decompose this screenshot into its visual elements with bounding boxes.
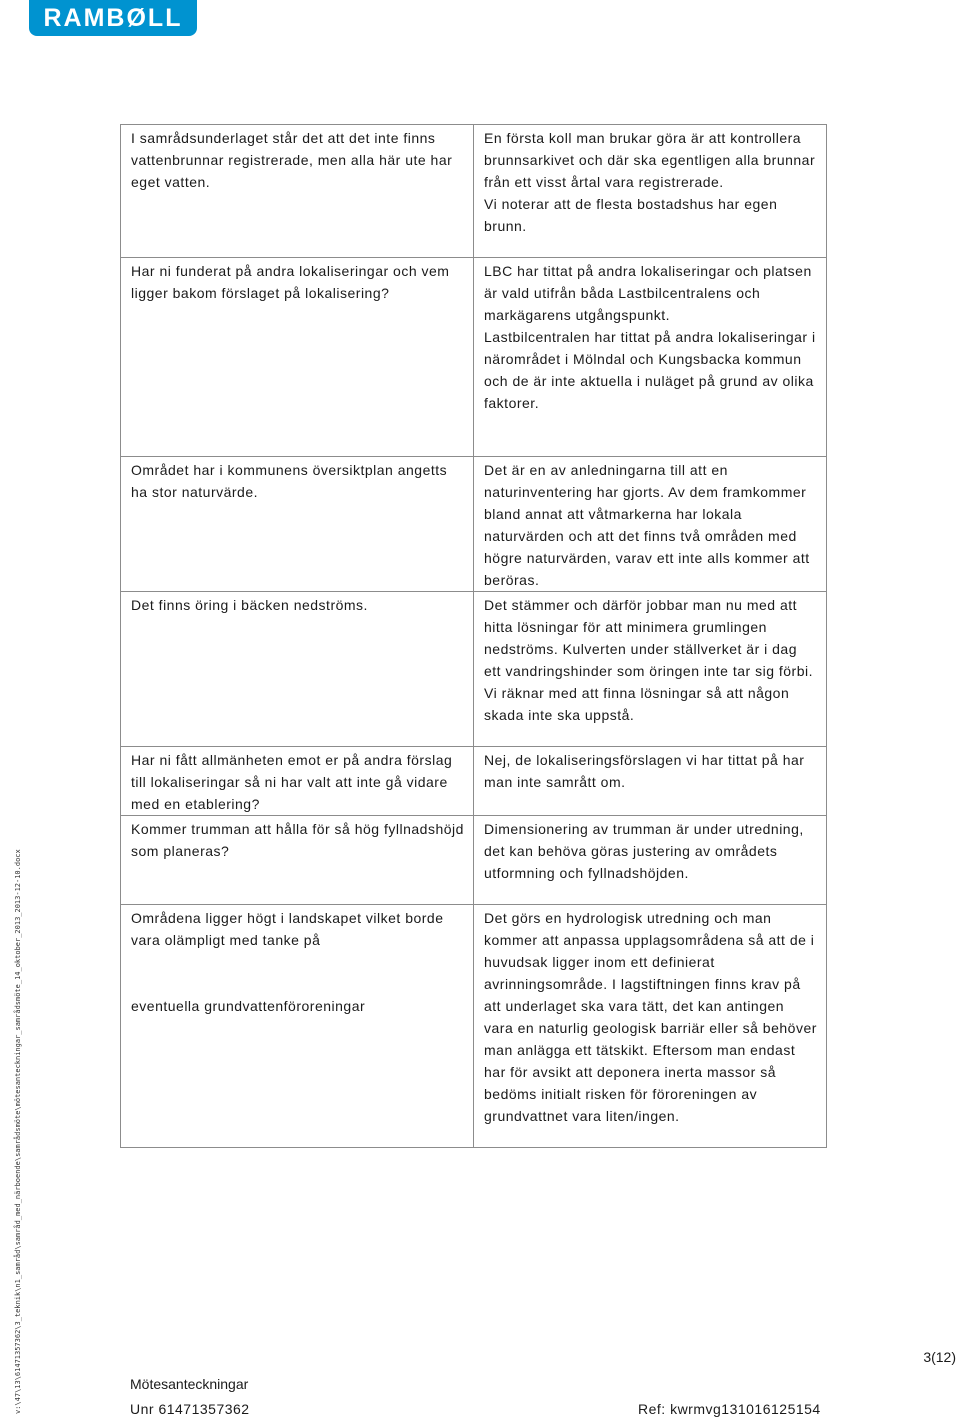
ramboll-logo [29, 0, 197, 36]
table-row [121, 816, 827, 905]
question-cell: Kommer trumman att hålla för så hög fyllnadshöjd som planeras? [121, 816, 474, 905]
question-cell: Har ni fått allmänheten emot er på andra förslag till lokaliseringar så ni har valt att inte gå vidare med en etablering? [121, 747, 474, 816]
answer-cell: Det är en av anledningarna till att en naturinventering har gjorts. Av dem framkommer bland annat att våtmarkerna har lokala naturvärden och att det finns två områden med högre naturvärden, varav ett inte alls kommer att beröras. [474, 457, 827, 592]
logo-text: RAMBØLL [43, 3, 183, 32]
question-cell: Områdena ligger högt i landskapet vilket borde vara olämpligt med tanke på eventuella grundvattenföroreningar [121, 905, 474, 1148]
table-row [121, 125, 827, 258]
qa-table [120, 124, 827, 1148]
question-cell: Det finns öring i bäcken nedströms. [121, 592, 474, 747]
footer-ref: Ref: kwrmvg131016125154 [638, 1401, 821, 1417]
answer-cell: Det görs en hydrologisk utredning och man kommer att anpassa upplagsområdena så att de i huvudsak ligger inom ett definierat avrinningsområde. I lagstiftningen finns krav på att underlaget ska vara tätt, det kan antingen vara en naturlig geologisk barriär eller så behöver man anlägga ett tätskikt. Eftersom man endast har för avsikt att deponera inerta massor så bedöms initialt risken för föroreningen av grundvattnet vara liten/ingen. [474, 905, 827, 1148]
footer-doc-title: Mötesanteckningar [130, 1376, 249, 1392]
document-path: v:\47\13\61471357362\3_teknik\n1_samråd\samråd_med_närboende\samrådsmöte\mötesanteckningar_samrådsmöte_14_oktober_2013_2013-12-10.docx [14, 849, 22, 1414]
question-cell: I samrådsunderlaget står det att det inte finns vattenbrunnar registrerade, men alla här ute har eget vatten. [121, 125, 474, 258]
table-row [121, 747, 827, 816]
footer-unr: Unr 61471357362 [130, 1401, 250, 1417]
answer-cell: Det stämmer och därför jobbar man nu med att hitta lösningar för att minimera grumlingen nedströms. Kulverten under ställverket är i dag ett vandringshinder som öringen inte tar sig förbi. Vi räknar med att finna lösningar så att någon skada inte ska uppstå. [474, 592, 827, 747]
table-row [121, 258, 827, 457]
answer-cell: Nej, de lokaliseringsförslagen vi har tittat på har man inte samrått om. [474, 747, 827, 816]
page-number: 3(12) [923, 1349, 956, 1365]
question-cell: Området har i kommunens översiktplan angetts ha stor naturvärde. [121, 457, 474, 592]
table-row [121, 457, 827, 592]
answer-cell: LBC har tittat på andra lokaliseringar och platsen är vald utifrån båda Lastbilcentralens och markägarens utgångspunkt. Lastbilcentralen har tittat på andra lokaliseringar i närområdet i Mölndal och Kungsbacka kommun och de är inte aktuella i nuläget på grund av olika faktorer. [474, 258, 827, 457]
question-cell: Har ni funderat på andra lokaliseringar och vem ligger bakom förslaget på lokalisering? [121, 258, 474, 457]
answer-cell: Dimensionering av trumman är under utredning, det kan behöva göras justering av områdets utformning och fyllnadshöjden. [474, 816, 827, 905]
table-row [121, 592, 827, 747]
table-row [121, 905, 827, 1148]
answer-cell: En första koll man brukar göra är att kontrollera brunnsarkivet och där ska egentligen alla brunnar från ett visst årtal vara registrerade. Vi noterar att de flesta bostadshus har egen brunn. [474, 125, 827, 258]
